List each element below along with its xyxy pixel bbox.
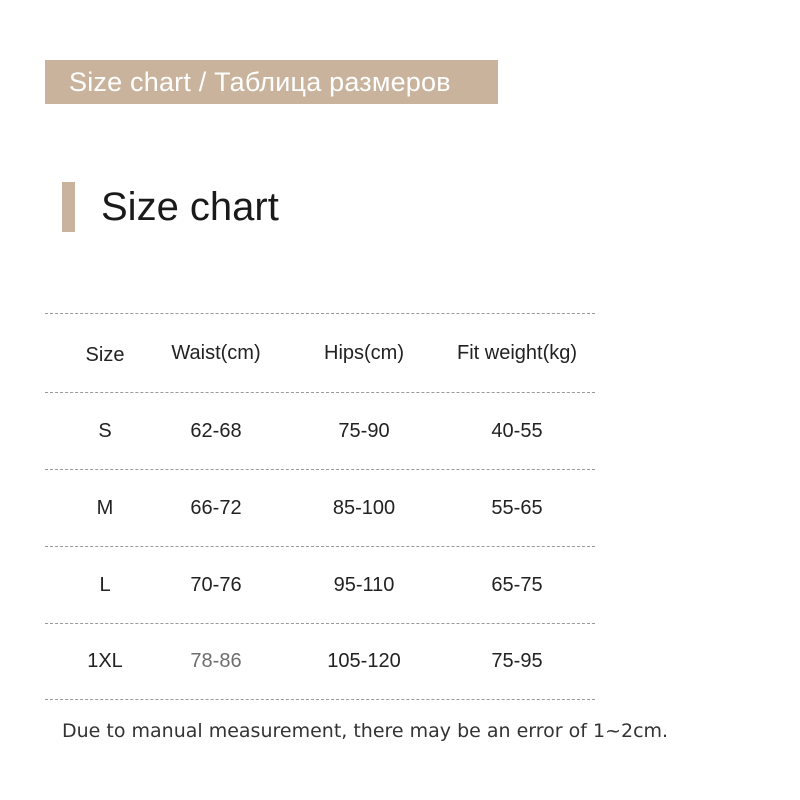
waist-cell: 78-86 xyxy=(190,650,242,672)
table-row xyxy=(45,392,595,469)
size-cell: 1XL xyxy=(87,650,123,672)
heading-accent-bar xyxy=(62,182,75,232)
hips-cell: 75-90 xyxy=(338,419,390,442)
table-header-row xyxy=(45,313,595,392)
banner-title: Size chart / Таблица размеров xyxy=(69,66,451,97)
fit-weight-cell: 55-65 xyxy=(491,496,543,519)
table-row xyxy=(45,469,595,546)
title-banner xyxy=(45,60,498,104)
fit-weight-cell: 75-95 xyxy=(491,650,543,672)
size-cell: M xyxy=(96,496,114,519)
hips-cell: 95-110 xyxy=(333,573,395,596)
header-size: Size xyxy=(85,343,125,366)
table-row xyxy=(45,623,595,700)
header-waist: Waist(cm) xyxy=(171,341,261,364)
heading-title: Size chart xyxy=(101,184,279,229)
hips-cell: 85-100 xyxy=(332,496,396,519)
header-fit-weight: Fit weight(kg) xyxy=(456,341,578,364)
waist-cell: 62-68 xyxy=(190,419,242,442)
header-hips: Hips(cm) xyxy=(324,341,404,364)
size-table xyxy=(45,313,595,700)
fit-weight-cell: 40-55 xyxy=(491,419,543,442)
table-row xyxy=(45,546,595,623)
hips-cell: 105-120 xyxy=(327,650,401,672)
section-heading xyxy=(62,182,279,232)
measurement-note: Due to manual measurement, there may be an error of 1~2cm. xyxy=(62,720,669,742)
size-cell: L xyxy=(99,573,111,596)
size-cell: S xyxy=(98,419,112,442)
waist-cell: 70-76 xyxy=(190,573,242,596)
waist-cell: 66-72 xyxy=(190,496,242,519)
fit-weight-cell: 65-75 xyxy=(491,573,543,596)
